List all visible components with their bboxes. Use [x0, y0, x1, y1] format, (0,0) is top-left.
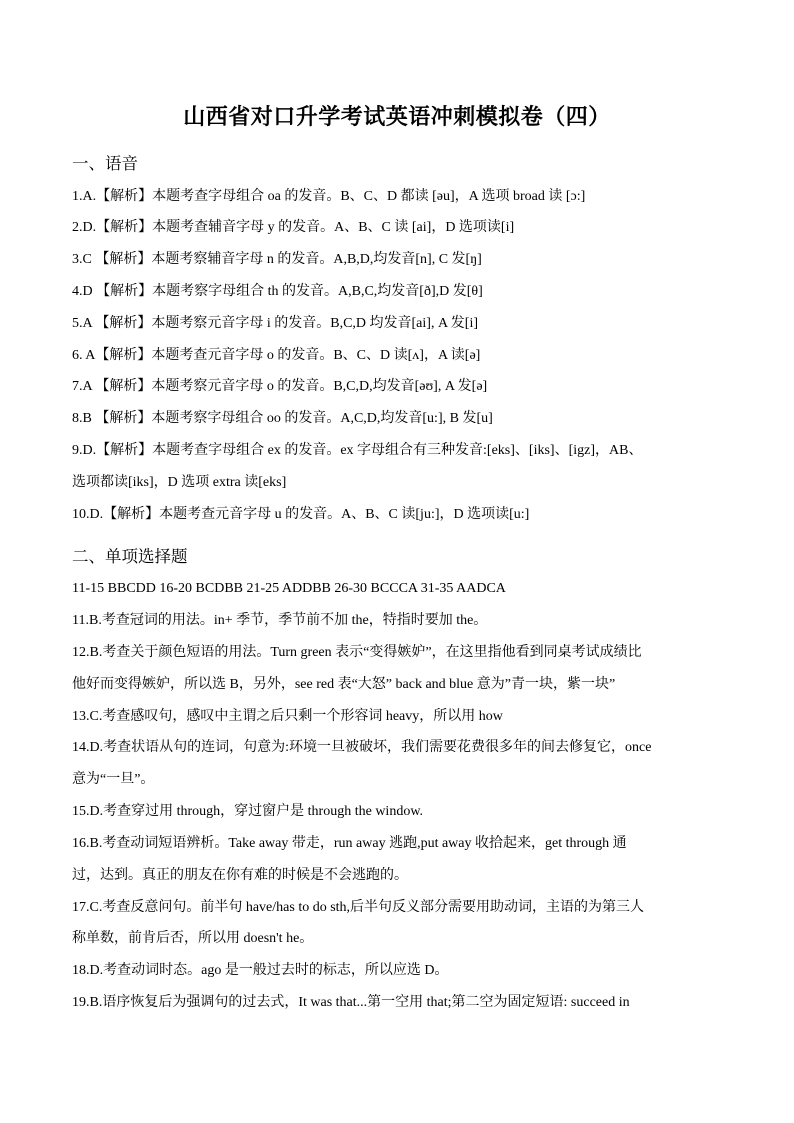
page-title: 山西省对口升学考试英语冲刺模拟卷（四） — [183, 104, 611, 129]
section-heading-multiple-choice: 二、单项选择题 — [72, 547, 188, 566]
answer-line: 8.B 【解析】本题考察字母组合 oo 的发音。A,C,D,均发音[u:], B 发[u] — [72, 411, 493, 426]
answer-line: 3.C 【解析】本题考察辅音字母 n 的发音。A,B,D,均发音[n], C 发[ŋ] — [72, 252, 482, 267]
answer-key-line: 11-15 BBCDD 16-20 BCDBB 21-25 ADDBB 26-30 BCCCA 31-35 AADCA — [72, 581, 506, 596]
answer-line: 过，达到。真正的朋友在你有难的时候是不会逃跑的。 — [72, 868, 408, 883]
answer-line: 12.B.考查关于颜色短语的用法。Turn green 表示“变得嫉妒”，在这里指他看到同桌考试成绩比 — [72, 645, 642, 660]
answer-line: 2.D.【解析】本题考查辅音字母 y 的发音。A、B、C 读 [ai]，D 选项读[i] — [72, 220, 515, 235]
answer-line: 13.C.考查感叹句，感叹中主谓之后只剩一个形容词 heavy，所以用 how — [72, 709, 503, 724]
answer-line: 选项都读[iks]，D 选项 extra 读[eks] — [72, 475, 287, 490]
answer-line: 7.A 【解析】本题考察元音字母 o 的发音。B,C,D,均发音[əʊ], A 发[ə] — [72, 379, 488, 394]
answer-line: 6. A【解析】本题考查元音字母 o 的发音。B、C、D 读[ʌ]，A 读[ə] — [72, 348, 481, 363]
answer-line: 9.D.【解析】本题考查字母组合 ex 的发音。ex 字母组合有三种发音:[eks]、[iks]、[igz]，AB、 — [72, 443, 643, 458]
answer-line: 4.D 【解析】本题考察字母组合 th 的发音。A,B,C,均发音[ð],D 发[θ] — [72, 284, 483, 299]
answer-line: 16.B.考查动词短语辨析。Take away 带走，run away 逃跑,put away 收拾起来，get through 通 — [72, 836, 627, 851]
section-heading-phonetics: 一、语音 — [72, 154, 138, 173]
answer-line: 1.A.【解析】本题考查字母组合 oa 的发音。B、C、D 都读 [əu]，A 选项 broad 读 [ɔ:] — [72, 189, 586, 204]
answer-line: 意为“一旦”。 — [72, 772, 155, 787]
answer-line: 18.D.考查动词时态。ago 是一般过去时的标志，所以应选 D。 — [72, 963, 449, 978]
answer-line: 14.D.考查状语从句的连词，句意为:环境一旦被破坏，我们需要花费很多年的间去修复它，once — [72, 740, 652, 755]
answer-line: 他好而变得嫉妒，所以选 B，另外，see red 表“大怒” back and blue 意为”青一块，紫一块” — [72, 677, 616, 692]
answer-line: 10.D.【解析】本题考查元音字母 u 的发音。A、B、C 读[ju:]，D 选项读[u:] — [72, 507, 530, 522]
answer-line: 19.B.语序恢复后为强调句的过去式，It was that...第一空用 that;第二空为固定短语: succeed in — [72, 995, 630, 1010]
answer-line: 17.C.考查反意问句。前半句 have/has to do sth,后半句反义部分需要用助动词，主语的为第三人 — [72, 900, 645, 915]
answer-line: 11.B.考查冠词的用法。in+ 季节，季节前不加 the，特指时要加 the。 — [72, 613, 488, 628]
answer-line: 称单数，前肯后否，所以用 doesn't he。 — [72, 931, 314, 946]
answer-line: 5.A 【解析】本题考察元音字母 i 的发音。B,C,D 均发音[ai], A 发[i] — [72, 316, 478, 331]
answer-line: 15.D.考查穿过用 through，穿过窗户是 through the window. — [72, 804, 424, 819]
